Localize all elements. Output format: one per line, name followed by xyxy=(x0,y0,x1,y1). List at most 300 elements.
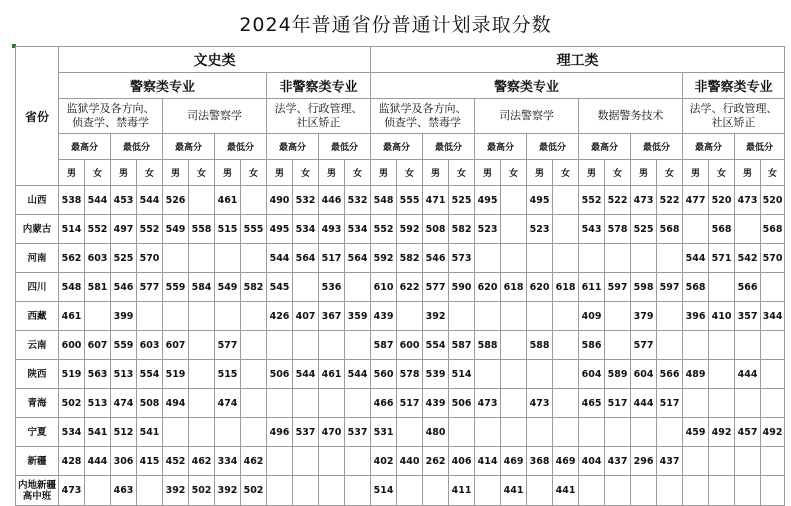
male-header: 男 xyxy=(267,160,293,186)
score-cell xyxy=(553,215,579,244)
score-cell: 517 xyxy=(605,389,631,418)
score-cell xyxy=(267,447,293,476)
score-cell: 462 xyxy=(241,447,267,476)
score-cell xyxy=(475,360,501,389)
score-cell xyxy=(709,476,735,506)
female-header: 女 xyxy=(241,160,267,186)
score-cell xyxy=(501,215,527,244)
male-header: 男 xyxy=(475,160,501,186)
score-cell: 588 xyxy=(475,331,501,360)
score-cell: 545 xyxy=(267,273,293,302)
score-cell: 444 xyxy=(735,360,761,389)
score-cell: 552 xyxy=(579,186,605,215)
female-header: 女 xyxy=(189,160,215,186)
score-cell xyxy=(241,244,267,273)
major-ligong-jianyu: 监狱学及各方向、 侦查学、禁毒学 xyxy=(371,99,475,134)
score-cell: 568 xyxy=(709,215,735,244)
subgroup-wenshi-feijingcha: 非警察类专业 xyxy=(267,73,371,99)
score-cell xyxy=(137,476,163,506)
score-cell: 513 xyxy=(85,389,111,418)
score-cell: 563 xyxy=(85,360,111,389)
score-cell xyxy=(345,273,371,302)
score-cell: 506 xyxy=(267,360,293,389)
score-cell: 457 xyxy=(735,418,761,447)
score-cell: 534 xyxy=(345,215,371,244)
score-cell xyxy=(553,389,579,418)
score-cell: 495 xyxy=(267,215,293,244)
male-header: 男 xyxy=(631,160,657,186)
score-cell: 538 xyxy=(59,186,85,215)
max-score-header: 最高分 xyxy=(59,134,111,160)
score-cell: 441 xyxy=(553,476,579,506)
female-header: 女 xyxy=(137,160,163,186)
score-cell xyxy=(527,476,553,506)
score-cell: 480 xyxy=(423,418,449,447)
province-cell: 山西 xyxy=(16,186,59,215)
score-cell: 607 xyxy=(163,331,189,360)
score-cell: 549 xyxy=(215,273,241,302)
score-cell: 359 xyxy=(345,302,371,331)
male-header: 男 xyxy=(683,160,709,186)
score-cell: 577 xyxy=(631,331,657,360)
score-cell: 465 xyxy=(579,389,605,418)
score-cell: 564 xyxy=(345,244,371,273)
score-cell xyxy=(475,244,501,273)
group-wenshi: 文史类 xyxy=(59,47,371,73)
score-cell: 588 xyxy=(527,331,553,360)
score-cell: 525 xyxy=(631,215,657,244)
score-cell xyxy=(631,418,657,447)
score-cell: 410 xyxy=(709,302,735,331)
table-row xyxy=(16,418,785,447)
score-cell xyxy=(215,244,241,273)
score-cell: 618 xyxy=(501,273,527,302)
score-cell xyxy=(85,476,111,506)
subgroup-ligong-feijingcha: 非警察类专业 xyxy=(683,73,785,99)
male-header: 男 xyxy=(579,160,605,186)
score-cell xyxy=(189,302,215,331)
score-cell: 409 xyxy=(579,302,605,331)
score-cell: 597 xyxy=(657,273,683,302)
score-cell: 428 xyxy=(59,447,85,476)
score-cell xyxy=(605,476,631,506)
score-cell: 406 xyxy=(449,447,475,476)
score-cell: 582 xyxy=(397,244,423,273)
score-cell: 517 xyxy=(319,244,345,273)
score-cell: 462 xyxy=(189,447,215,476)
score-cell: 522 xyxy=(605,186,631,215)
score-cell: 548 xyxy=(371,186,397,215)
subgroup-ligong-jingcha: 警察类专业 xyxy=(371,73,683,99)
province-header: 省份 xyxy=(16,47,59,186)
max-score-header: 最高分 xyxy=(475,134,527,160)
score-cell: 469 xyxy=(501,447,527,476)
score-cell: 477 xyxy=(683,186,709,215)
score-cell xyxy=(501,302,527,331)
score-cell: 495 xyxy=(475,186,501,215)
score-cell: 542 xyxy=(735,244,761,273)
female-header: 女 xyxy=(605,160,631,186)
score-cell: 402 xyxy=(371,447,397,476)
score-cell xyxy=(501,331,527,360)
male-header: 男 xyxy=(163,160,189,186)
score-cell xyxy=(293,476,319,506)
score-cell: 577 xyxy=(215,331,241,360)
score-cell: 515 xyxy=(215,215,241,244)
score-cell: 578 xyxy=(397,360,423,389)
score-cell: 437 xyxy=(657,447,683,476)
score-cell: 549 xyxy=(163,215,189,244)
score-cell: 392 xyxy=(215,476,241,506)
score-cell: 607 xyxy=(85,331,111,360)
score-cell: 600 xyxy=(59,331,85,360)
province-cell: 河南 xyxy=(16,244,59,273)
score-cell xyxy=(293,273,319,302)
score-cell xyxy=(319,476,345,506)
score-cell: 543 xyxy=(579,215,605,244)
province-cell: 内蒙古 xyxy=(16,215,59,244)
score-cell xyxy=(527,418,553,447)
score-cell: 598 xyxy=(631,273,657,302)
score-cell: 523 xyxy=(527,215,553,244)
score-cell xyxy=(683,476,709,506)
score-cell xyxy=(683,215,709,244)
score-cell: 587 xyxy=(449,331,475,360)
score-cell: 474 xyxy=(111,389,137,418)
score-cell: 525 xyxy=(111,244,137,273)
score-cell: 466 xyxy=(371,389,397,418)
score-cell: 544 xyxy=(683,244,709,273)
max-score-header: 最高分 xyxy=(163,134,215,160)
male-header: 男 xyxy=(371,160,397,186)
score-cell: 568 xyxy=(761,215,785,244)
score-cell xyxy=(475,302,501,331)
score-cell xyxy=(215,302,241,331)
score-cell xyxy=(553,302,579,331)
score-cell xyxy=(709,273,735,302)
subgroup-wenshi-jingcha: 警察类专业 xyxy=(59,73,267,99)
score-cell: 368 xyxy=(527,447,553,476)
score-cell: 600 xyxy=(397,331,423,360)
score-cell xyxy=(527,244,553,273)
score-cell: 520 xyxy=(761,186,785,215)
score-cell xyxy=(189,418,215,447)
min-score-header: 最低分 xyxy=(631,134,683,160)
score-cell xyxy=(657,302,683,331)
score-cell: 407 xyxy=(293,302,319,331)
female-header: 女 xyxy=(293,160,319,186)
score-cell: 620 xyxy=(527,273,553,302)
score-cell: 586 xyxy=(579,331,605,360)
score-cell: 589 xyxy=(605,360,631,389)
table-row xyxy=(16,244,785,273)
major-ligong-sifa: 司法警察学 xyxy=(475,99,579,134)
score-cell: 441 xyxy=(501,476,527,506)
male-header: 男 xyxy=(111,160,137,186)
score-cell xyxy=(319,331,345,360)
score-cell xyxy=(85,302,111,331)
score-cell: 532 xyxy=(293,186,319,215)
score-cell xyxy=(553,418,579,447)
score-cell xyxy=(761,273,785,302)
score-cell xyxy=(241,331,267,360)
score-cell: 554 xyxy=(423,331,449,360)
score-cell: 544 xyxy=(85,186,111,215)
score-cell: 555 xyxy=(241,215,267,244)
score-cell: 489 xyxy=(683,360,709,389)
score-cell: 502 xyxy=(59,389,85,418)
score-cell: 506 xyxy=(449,389,475,418)
score-cell: 620 xyxy=(475,273,501,302)
score-cell: 508 xyxy=(137,389,163,418)
score-cell: 578 xyxy=(605,215,631,244)
score-cell: 519 xyxy=(163,360,189,389)
score-cell xyxy=(345,331,371,360)
score-cell: 367 xyxy=(319,302,345,331)
min-score-header: 最低分 xyxy=(319,134,371,160)
score-cell: 525 xyxy=(449,186,475,215)
score-cell: 490 xyxy=(267,186,293,215)
score-cell: 577 xyxy=(137,273,163,302)
province-cell: 内地新疆高中班 xyxy=(16,476,59,506)
male-header: 男 xyxy=(319,160,345,186)
score-cell xyxy=(241,302,267,331)
female-header: 女 xyxy=(709,160,735,186)
min-score-header: 最低分 xyxy=(527,134,579,160)
score-cell xyxy=(501,360,527,389)
score-cell xyxy=(761,389,785,418)
score-cell: 534 xyxy=(293,215,319,244)
score-cell: 531 xyxy=(371,418,397,447)
score-cell xyxy=(605,418,631,447)
score-cell: 512 xyxy=(111,418,137,447)
female-header: 女 xyxy=(761,160,785,186)
score-cell xyxy=(319,447,345,476)
score-cell: 399 xyxy=(111,302,137,331)
score-cell: 497 xyxy=(111,215,137,244)
score-cell xyxy=(501,389,527,418)
score-cell xyxy=(241,389,267,418)
score-cell: 559 xyxy=(163,273,189,302)
score-cell xyxy=(709,360,735,389)
score-cell: 539 xyxy=(423,360,449,389)
score-cell xyxy=(527,360,553,389)
score-cell xyxy=(683,331,709,360)
province-cell: 新疆 xyxy=(16,447,59,476)
province-cell: 青海 xyxy=(16,389,59,418)
score-cell: 440 xyxy=(397,447,423,476)
max-score-header: 最高分 xyxy=(267,134,319,160)
score-cell: 414 xyxy=(475,447,501,476)
score-cell: 604 xyxy=(579,360,605,389)
score-cell: 604 xyxy=(631,360,657,389)
score-cell: 544 xyxy=(137,186,163,215)
score-cell: 568 xyxy=(683,273,709,302)
score-cell: 526 xyxy=(163,186,189,215)
score-cell xyxy=(397,302,423,331)
score-cell xyxy=(553,186,579,215)
table-row xyxy=(16,389,785,418)
score-cell: 492 xyxy=(709,418,735,447)
score-cell: 570 xyxy=(137,244,163,273)
score-cell: 603 xyxy=(137,331,163,360)
score-cell: 513 xyxy=(111,360,137,389)
score-cell xyxy=(735,447,761,476)
table-row xyxy=(16,331,785,360)
score-cell: 453 xyxy=(111,186,137,215)
max-score-header: 最高分 xyxy=(579,134,631,160)
score-cell xyxy=(579,418,605,447)
male-header: 男 xyxy=(59,160,85,186)
province-cell: 西藏 xyxy=(16,302,59,331)
score-cell: 492 xyxy=(761,418,785,447)
score-cell: 544 xyxy=(267,244,293,273)
score-cell xyxy=(735,389,761,418)
min-score-header: 最低分 xyxy=(735,134,785,160)
score-cell xyxy=(657,244,683,273)
score-cell: 570 xyxy=(761,244,785,273)
female-header: 女 xyxy=(397,160,423,186)
score-cell: 611 xyxy=(579,273,605,302)
score-cell: 582 xyxy=(449,215,475,244)
score-cell xyxy=(189,331,215,360)
score-cell: 597 xyxy=(605,273,631,302)
score-cell: 582 xyxy=(241,273,267,302)
score-cell xyxy=(657,331,683,360)
score-cell: 473 xyxy=(735,186,761,215)
score-cell: 537 xyxy=(345,418,371,447)
score-cell: 541 xyxy=(85,418,111,447)
score-cell: 603 xyxy=(85,244,111,273)
score-cell: 558 xyxy=(189,215,215,244)
score-cell: 514 xyxy=(59,215,85,244)
score-cell xyxy=(423,476,449,506)
table-row xyxy=(16,360,785,389)
score-cell xyxy=(657,476,683,506)
score-cell xyxy=(709,389,735,418)
admission-score-table xyxy=(15,46,785,506)
score-cell: 444 xyxy=(85,447,111,476)
score-cell xyxy=(319,389,345,418)
female-header: 女 xyxy=(449,160,475,186)
score-cell xyxy=(215,418,241,447)
score-cell xyxy=(475,476,501,506)
score-cell: 564 xyxy=(293,244,319,273)
score-cell: 514 xyxy=(371,476,397,506)
score-cell xyxy=(709,331,735,360)
score-cell xyxy=(657,418,683,447)
score-cell xyxy=(163,302,189,331)
score-cell: 502 xyxy=(189,476,215,506)
score-cell: 444 xyxy=(631,389,657,418)
score-cell: 396 xyxy=(683,302,709,331)
score-cell xyxy=(761,447,785,476)
score-cell: 262 xyxy=(423,447,449,476)
score-cell xyxy=(267,389,293,418)
score-cell xyxy=(189,389,215,418)
female-header: 女 xyxy=(553,160,579,186)
score-cell xyxy=(683,389,709,418)
score-cell xyxy=(189,186,215,215)
max-score-header: 最高分 xyxy=(683,134,735,160)
score-cell xyxy=(579,476,605,506)
score-cell xyxy=(293,447,319,476)
score-cell: 463 xyxy=(111,476,137,506)
score-cell: 494 xyxy=(163,389,189,418)
score-cell xyxy=(163,418,189,447)
min-score-header: 最低分 xyxy=(111,134,163,160)
score-cell: 548 xyxy=(59,273,85,302)
score-cell: 515 xyxy=(215,360,241,389)
score-cell: 344 xyxy=(761,302,785,331)
score-cell xyxy=(761,360,785,389)
score-cell: 537 xyxy=(293,418,319,447)
score-cell: 404 xyxy=(579,447,605,476)
score-cell xyxy=(501,418,527,447)
score-cell: 471 xyxy=(423,186,449,215)
table-row xyxy=(16,186,785,215)
score-cell xyxy=(501,244,527,273)
score-cell: 610 xyxy=(371,273,397,302)
score-cell xyxy=(735,215,761,244)
score-cell: 392 xyxy=(163,476,189,506)
score-cell xyxy=(449,418,475,447)
score-cell: 439 xyxy=(371,302,397,331)
major-wenshi-jianyu: 监狱学及各方向、 侦查学、禁毒学 xyxy=(59,99,163,134)
score-cell: 334 xyxy=(215,447,241,476)
score-cell xyxy=(761,476,785,506)
score-cell xyxy=(631,244,657,273)
score-cell xyxy=(267,331,293,360)
score-cell: 520 xyxy=(709,186,735,215)
female-header: 女 xyxy=(501,160,527,186)
province-cell: 四川 xyxy=(16,273,59,302)
score-cell xyxy=(189,360,215,389)
score-cell: 461 xyxy=(215,186,241,215)
score-cell: 411 xyxy=(449,476,475,506)
score-cell xyxy=(605,331,631,360)
score-cell: 306 xyxy=(111,447,137,476)
major-wenshi-faxue: 法学、行政管理、 社区矫正 xyxy=(267,99,371,134)
score-cell: 552 xyxy=(85,215,111,244)
score-cell: 379 xyxy=(631,302,657,331)
table-row xyxy=(16,273,785,302)
score-cell xyxy=(293,389,319,418)
score-cell xyxy=(631,476,657,506)
score-cell: 559 xyxy=(111,331,137,360)
score-cell xyxy=(501,186,527,215)
score-cell xyxy=(449,302,475,331)
score-cell: 517 xyxy=(657,389,683,418)
score-cell: 473 xyxy=(527,389,553,418)
score-cell xyxy=(163,244,189,273)
score-cell: 473 xyxy=(475,389,501,418)
score-cell: 536 xyxy=(319,273,345,302)
score-cell xyxy=(605,302,631,331)
score-cell xyxy=(553,331,579,360)
score-cell: 523 xyxy=(475,215,501,244)
score-cell xyxy=(735,476,761,506)
score-cell: 474 xyxy=(215,389,241,418)
score-cell: 571 xyxy=(709,244,735,273)
score-cell: 446 xyxy=(319,186,345,215)
score-cell: 554 xyxy=(137,360,163,389)
score-cell: 514 xyxy=(449,360,475,389)
score-cell: 546 xyxy=(423,244,449,273)
score-cell: 508 xyxy=(423,215,449,244)
score-cell xyxy=(189,244,215,273)
score-cell: 493 xyxy=(319,215,345,244)
